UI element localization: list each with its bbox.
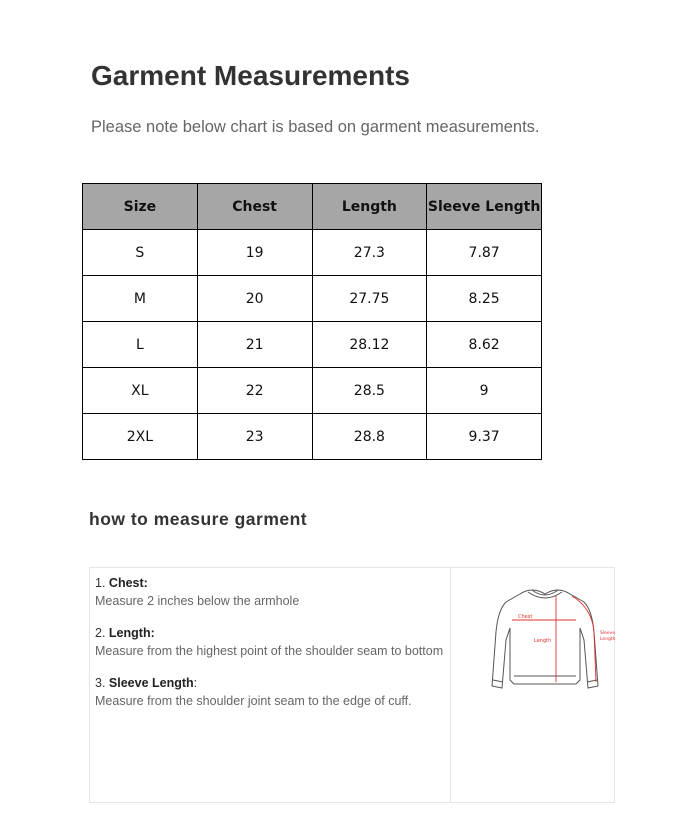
step-number: 2. — [95, 626, 106, 640]
column-header-sleeve-length: Sleeve Length — [427, 184, 542, 230]
cell-sleeve-length: 8.62 — [427, 322, 542, 368]
step-length — [95, 624, 447, 660]
step-description: Measure 2 inches below the armhole — [95, 594, 300, 608]
cell-chest: 23 — [197, 414, 312, 460]
cell-size: L — [83, 322, 198, 368]
cell-chest: 20 — [197, 276, 312, 322]
cell-sleeve-length: 8.25 — [427, 276, 542, 322]
cell-sleeve-length: 7.87 — [427, 230, 542, 276]
table-row — [83, 414, 542, 460]
cell-length: 28.8 — [312, 414, 427, 460]
table-header-row — [83, 184, 542, 230]
diagram-label-length: Length — [534, 638, 552, 644]
cell-length: 28.5 — [312, 368, 427, 414]
measurement-guide-box — [89, 567, 615, 803]
step-title — [95, 574, 447, 592]
diagram-label-chest: Chest — [518, 614, 533, 620]
page-title: Garment Measurements — [91, 60, 411, 91]
cell-size: 2XL — [83, 414, 198, 460]
cell-length: 28.12 — [312, 322, 427, 368]
step-chest — [95, 574, 447, 610]
measurement-steps — [95, 574, 447, 724]
step-description: Measure from the shoulder joint seam to the edge of cuff. — [95, 694, 412, 708]
cell-size: M — [83, 276, 198, 322]
table-row — [83, 230, 542, 276]
step-description: Measure from the highest point of the shoulder seam to bottom — [95, 644, 444, 658]
step-number: 1. — [95, 576, 106, 590]
diagram-label-sleeve-length: Length — [600, 637, 616, 642]
size-chart-table — [82, 183, 542, 460]
column-header-chest: Chest — [197, 184, 312, 230]
table-row — [83, 276, 542, 322]
step-label: Length: — [108, 626, 155, 640]
cell-length: 27.75 — [312, 276, 427, 322]
guide-heading: how to measure garment — [89, 509, 308, 529]
step-number: 3. — [95, 676, 106, 690]
cell-sleeve-length: 9.37 — [427, 414, 542, 460]
step-title — [95, 624, 447, 642]
step-label-suffix: : — [193, 676, 198, 690]
column-header-length: Length — [312, 184, 427, 230]
cell-sleeve-length: 9 — [427, 368, 542, 414]
cell-chest: 22 — [197, 368, 312, 414]
step-title — [95, 674, 447, 692]
sweatshirt-diagram-icon — [480, 582, 616, 697]
cell-size: XL — [83, 368, 198, 414]
step-label: Sleeve Length — [108, 676, 194, 690]
box-divider — [450, 568, 451, 802]
step-label: Chest: — [108, 576, 148, 590]
cell-size: S — [83, 230, 198, 276]
table-row — [83, 322, 542, 368]
cell-chest: 19 — [197, 230, 312, 276]
cell-length: 27.3 — [312, 230, 427, 276]
page-subtitle: Please note below chart is based on garment measurements. — [91, 118, 540, 136]
cell-chest: 21 — [197, 322, 312, 368]
table-row — [83, 368, 542, 414]
diagram-label-sleeve: Sleeve — [600, 631, 616, 636]
step-sleeve-length — [95, 674, 447, 710]
column-header-size: Size — [83, 184, 198, 230]
